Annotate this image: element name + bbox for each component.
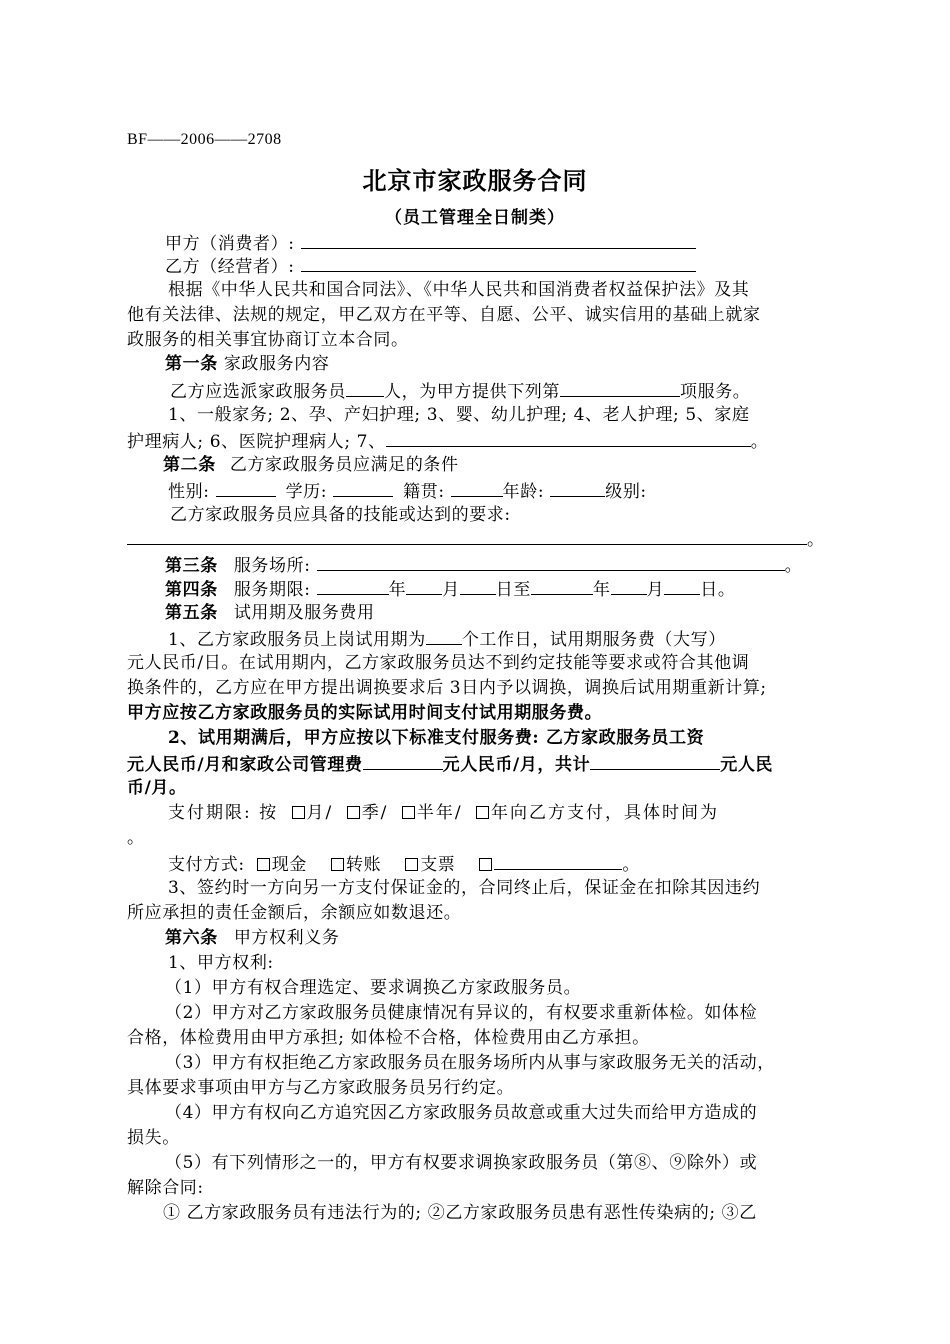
article-5-p1-line-2: 元人民币/日。在试用期内，乙方家政服务员达不到约定技能等要求或符合其他调 <box>127 653 750 673</box>
article-5-number: 第五条 <box>165 603 218 623</box>
article-6-right-4-line-1: （4）甲方有权向乙方追究因乙方家政服务员故意或重大过失而给甲方造成的 <box>165 1103 758 1123</box>
article-1-line-3 <box>127 428 768 454</box>
service-items-blank <box>560 378 680 397</box>
article-6-right-3-line-1: （3）甲方有权拒绝乙方家政服务员在服务场所内从事与家政服务无关的活动， <box>165 1053 775 1073</box>
transfer-checkbox[interactable] <box>331 858 344 871</box>
requirements-blank <box>127 526 807 545</box>
fee-text-c: 元人民 <box>720 755 774 775</box>
start-year-blank <box>317 576 389 595</box>
party-a-blank <box>301 230 696 249</box>
requirements-blank-line <box>127 526 825 552</box>
quarterly-checkbox[interactable] <box>347 806 360 819</box>
article-5-p2-line-2 <box>127 751 773 777</box>
article-1-line-2: 1、一般家务; 2、孕、产妇护理; 3、婴、幼儿护理; 4、老人护理; 5、家庭 <box>168 405 750 425</box>
article-6-right-2-line-1: （2）甲方对乙方家政服务员健康情况有异议的，有权要求重新体检。如体检 <box>165 1003 758 1023</box>
article-6-right-5-line-2: 解除合同: <box>127 1178 204 1198</box>
payment-method-end: 。 <box>622 855 641 875</box>
education-blank <box>333 478 393 497</box>
day-to-label: 日至 <box>495 580 531 600</box>
probation-text-b: 个工作日，试用期服务费（大写） <box>461 630 726 650</box>
article-1-number: 第一条 <box>165 354 218 374</box>
start-month-blank <box>406 576 442 595</box>
article-4-title: 服务期限: <box>233 580 311 600</box>
article-1-text-a: 乙方应选派家政服务员 <box>170 382 346 402</box>
month-label: 月 <box>442 580 460 600</box>
party-b-line <box>165 253 696 279</box>
article-1-line-1 <box>170 378 750 404</box>
article-6-number: 第六条 <box>165 928 218 948</box>
probation-text-a: 1、乙方家政服务员上岗试用期为 <box>168 630 426 650</box>
fee-text-b: 元人民币/月，共计 <box>442 755 591 775</box>
article-6-right-4-line-2: 损失。 <box>127 1128 180 1148</box>
half-year-checkbox[interactable] <box>402 806 415 819</box>
age-blank <box>550 478 605 497</box>
article-5-p1-line-4: 甲方应按乙方家政服务员的实际试用时间支付试用期服务费。 <box>127 703 603 723</box>
document-title: 北京市家政服务合同 <box>362 166 588 195</box>
end-day-blank <box>664 576 700 595</box>
article-1-text-c: 项服务。 <box>680 382 751 402</box>
article-3-line <box>165 552 802 578</box>
check-checkbox[interactable] <box>405 858 418 871</box>
origin-label: 籍贯: <box>403 482 445 502</box>
article-5-p2-line-1: 2、试用期满后，甲方应按以下标准支付服务费: 乙方家政服务员工资 <box>168 728 705 748</box>
monthly-label: 月/ <box>306 803 334 823</box>
article-6-heading <box>165 926 339 950</box>
article-2-requirements: 乙方家政服务员应具备的技能或达到的要求: <box>170 505 511 525</box>
article-6-right-2-line-2: 合格，体检费用由甲方承担; 如体检不合格，体检费用由乙方承担。 <box>127 1028 650 1048</box>
staff-count-blank <box>346 378 384 397</box>
transfer-label: 转账 <box>345 855 382 875</box>
article-5-heading <box>165 601 375 625</box>
article-5-p1-line-3: 换条件的，乙方应在甲方提出调换要求后 3日内予以调换，调换后试用期重新计算; <box>127 678 767 698</box>
yearly-checkbox[interactable] <box>476 806 489 819</box>
article-5-p1-line-1 <box>168 626 726 652</box>
article-3-title: 服务场所: <box>233 556 311 576</box>
cash-checkbox[interactable] <box>257 858 270 871</box>
article-6-right-1: （1）甲方有权合理选定、要求调换乙方家政服务员。 <box>165 978 582 998</box>
year-label-2: 年 <box>593 580 611 600</box>
article-5-p3-line-2: 所应承担的责任金额后，余额应如数退还。 <box>127 903 462 923</box>
article-1-title: 家政服务内容 <box>223 354 330 374</box>
article-5-title: 试用期及服务费用 <box>233 603 375 623</box>
article-3-end: 。 <box>784 556 803 576</box>
party-b-blank <box>301 253 696 272</box>
article-6-title: 甲方权利义务 <box>233 928 340 948</box>
service-location-blank <box>317 552 785 571</box>
article-1-text-d: 护理病人; 6、医院护理病人; 7、 <box>127 432 386 452</box>
level-label: 级别: <box>605 482 647 502</box>
payment-period-line <box>168 801 719 825</box>
article-2-number: 第二条 <box>163 455 216 475</box>
payment-period-end: 。 <box>127 828 145 848</box>
end-year-blank <box>531 576 593 595</box>
article-2-title: 乙方家政服务员应满足的条件 <box>229 455 459 475</box>
article-2-fields <box>168 478 647 504</box>
article-4-line <box>165 576 735 602</box>
other-service-blank <box>386 428 751 447</box>
end-month-blank <box>611 576 647 595</box>
probation-days-blank <box>426 626 462 645</box>
check-label: 支票 <box>420 855 456 875</box>
article-2-heading <box>163 453 459 477</box>
month-label-2: 月 <box>646 580 665 600</box>
total-fee-blank <box>590 751 720 770</box>
monthly-checkbox[interactable] <box>292 806 305 819</box>
article-6-right-3-line-2: 具体要求事项由甲方与乙方家政服务员另行约定。 <box>127 1078 515 1098</box>
article-5-p2-line-3: 币/月。 <box>127 778 187 798</box>
article-1-text-b: 人，为甲方提供下列第 <box>384 382 560 402</box>
document-code: BF——2006——2708 <box>127 131 282 148</box>
intro-line-3: 政服务的相关事宜协商订立本合同。 <box>127 330 409 350</box>
payment-method-label: 支付方式: <box>168 855 245 875</box>
intro-line-2: 他有关法律、法规的规定，甲乙双方在平等、自愿、公平、诚实信用的基础上就家 <box>127 305 761 325</box>
origin-blank <box>451 478 503 497</box>
age-label: 年龄: <box>502 482 545 502</box>
payment-method-line <box>168 851 640 877</box>
fee-text-a: 元人民币/月和家政公司管理费 <box>127 755 363 775</box>
start-day-blank <box>460 576 496 595</box>
quarterly-label: 季/ <box>361 803 389 823</box>
article-5-p3-line-1: 3、签约时一方向另一方支付保证金的，合同终止后，保证金在扣除其因违约 <box>168 878 761 898</box>
article-1-heading <box>165 352 329 376</box>
intro-line-1: 根据《中华人民共和国合同法》、《中华人民共和国消费者权益保护法》及其 <box>168 280 750 300</box>
education-label: 学历: <box>285 482 328 502</box>
article-6-rights-heading: 1、甲方权利: <box>168 953 274 973</box>
cash-label: 现金 <box>271 855 307 875</box>
yearly-label: 年向乙方支付，具体时间为 <box>490 803 719 823</box>
article-1-end: 。 <box>750 432 769 452</box>
article-4-number: 第四条 <box>165 580 218 600</box>
gender-blank <box>216 478 276 497</box>
article-2-end: 。 <box>807 530 825 550</box>
article-6-right-5-line-3: ① 乙方家政服务员有违法行为的; ②乙方家政服务员患有恶性传染病的; ③乙 <box>163 1203 757 1223</box>
management-fee-blank <box>363 751 443 770</box>
document-subtitle: （员工管理全日制类） <box>385 208 565 228</box>
gender-label: 性别: <box>168 482 210 502</box>
party-a-label: 甲方（消费者）: <box>165 234 295 254</box>
payment-period-label: 支付期限: 按 <box>168 803 279 823</box>
half-year-label: 半年/ <box>416 803 463 823</box>
day-label-2: 日。 <box>700 580 736 600</box>
article-3-number: 第三条 <box>165 556 218 576</box>
party-b-label: 乙方（经营者）: <box>165 257 295 277</box>
year-label: 年 <box>388 580 407 600</box>
other-method-checkbox[interactable] <box>479 858 492 871</box>
other-method-blank <box>494 851 622 870</box>
article-6-right-5-line-1: （5）有下列情形之一的，甲方有权要求调换家政服务员（第⑧、⑨除外）或 <box>165 1153 758 1173</box>
